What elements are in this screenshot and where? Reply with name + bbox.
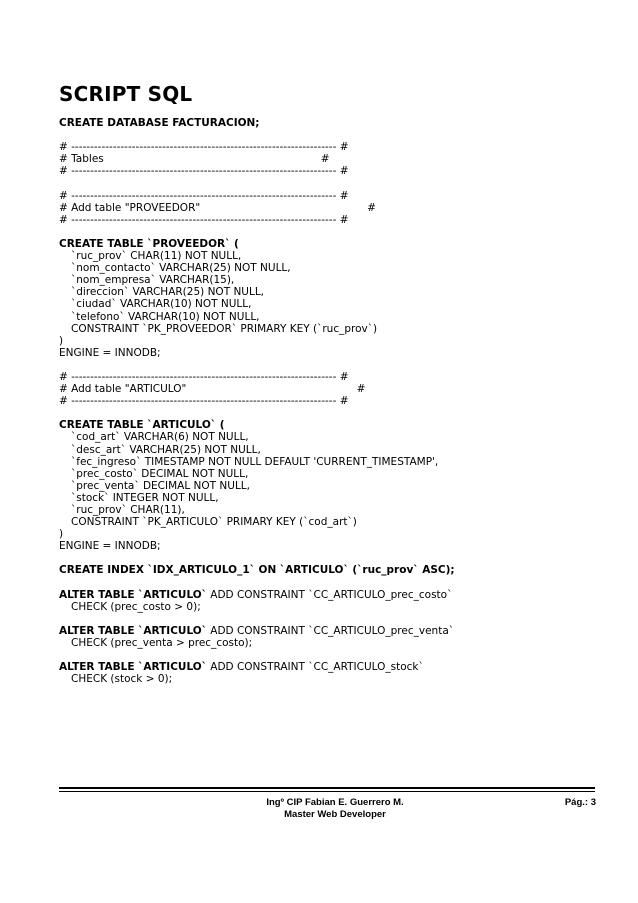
comment-line: # ---------------------------------------------------------------------- # bbox=[59, 141, 349, 154]
column-definition: `stock` INTEGER NOT NULL, bbox=[71, 491, 219, 504]
comment-line: # ---------------------------------------------------------------------- # bbox=[59, 213, 349, 226]
blank-line bbox=[59, 177, 599, 189]
constraint-definition: CONSTRAINT `PK_ARTICULO` PRIMARY KEY (`cod_art`) bbox=[71, 516, 357, 529]
alter-table-keyword: ALTER TABLE `ARTICULO` bbox=[59, 588, 207, 601]
footer-author-block bbox=[240, 797, 430, 821]
add-constraint-text: ADD CONSTRAINT `CC_ARTICULO_prec_venta` bbox=[206, 624, 455, 637]
column-definition: `desc_art` VARCHAR(25) NOT NULL, bbox=[71, 443, 261, 456]
create-table-articulo-line: CREATE TABLE `ARTICULO` ( bbox=[59, 419, 225, 432]
alter-table-line bbox=[59, 589, 599, 601]
blank-line bbox=[59, 649, 599, 661]
blank-line bbox=[59, 359, 599, 371]
page-title: SCRIPT SQL bbox=[59, 82, 193, 106]
create-database-line: CREATE DATABASE FACTURACION; bbox=[59, 117, 260, 129]
add-constraint-text: ADD CONSTRAINT `CC_ARTICULO_prec_costo` bbox=[206, 588, 453, 601]
comment-line: # ---------------------------------------------------------------------- # bbox=[59, 395, 349, 408]
alter-table-keyword: ALTER TABLE `ARTICULO` bbox=[59, 624, 207, 637]
comment-line: # Tables # bbox=[59, 153, 330, 166]
alter-table-line bbox=[59, 625, 599, 637]
check-clause: CHECK (prec_venta > prec_costo); bbox=[71, 637, 253, 650]
add-constraint-text: ADD CONSTRAINT `CC_ARTICULO_stock` bbox=[206, 661, 424, 674]
comment-line: # ---------------------------------------------------------------------- # bbox=[59, 189, 349, 202]
alter-table-keyword: ALTER TABLE `ARTICULO` bbox=[59, 661, 207, 674]
create-index-line: CREATE INDEX `IDX_ARTICULO_1` ON `ARTICULO` (`ruc_prov` ASC); bbox=[59, 564, 455, 577]
footer-author-role: Master Web Developer bbox=[284, 809, 386, 820]
comment-line: # ---------------------------------------------------------------------- # bbox=[59, 370, 349, 383]
column-definition: `direccion` VARCHAR(25) NOT NULL, bbox=[71, 286, 265, 299]
footer-author-name: Ingº CIP Fabian E. Guerrero M. bbox=[266, 797, 404, 808]
column-definition: `nom_empresa` VARCHAR(15), bbox=[71, 274, 235, 287]
constraint-definition: CONSTRAINT `PK_PROVEEDOR` PRIMARY KEY (`ruc_prov`) bbox=[71, 322, 378, 335]
blank-line bbox=[59, 226, 599, 238]
blank-line bbox=[59, 613, 599, 625]
footer-divider-thick bbox=[59, 787, 595, 789]
blank-line bbox=[59, 129, 599, 141]
alter-table-line bbox=[59, 661, 599, 673]
create-table-proveedor-line: CREATE TABLE `PROVEEDOR` ( bbox=[59, 237, 239, 250]
column-definition: `nom_contacto` VARCHAR(25) NOT NULL, bbox=[71, 262, 291, 275]
column-definition: `cod_art` VARCHAR(6) NOT NULL, bbox=[71, 431, 249, 444]
check-clause: CHECK (stock > 0); bbox=[71, 673, 173, 686]
column-definition: `telefono` VARCHAR(10) NOT NULL, bbox=[71, 310, 260, 323]
page-number: Pág.: 3 bbox=[564, 797, 596, 808]
closing-paren: ) bbox=[59, 528, 64, 541]
column-definition: `fec_ingreso` TIMESTAMP NOT NULL DEFAULT 'CURRENT_TIMESTAMP', bbox=[71, 455, 439, 468]
blank-line bbox=[59, 407, 599, 419]
column-definition: `ruc_prov` CHAR(11) NOT NULL, bbox=[71, 250, 242, 263]
blank-line bbox=[59, 552, 599, 564]
sql-script bbox=[59, 117, 599, 685]
column-definition: `prec_venta` DECIMAL NOT NULL, bbox=[71, 479, 250, 492]
column-definition: `prec_costo` DECIMAL NOT NULL, bbox=[71, 467, 249, 480]
engine-line: ENGINE = INNODB; bbox=[59, 540, 161, 553]
comment-line: # Add table "ARTICULO" # bbox=[59, 383, 366, 396]
closing-paren: ) bbox=[59, 334, 64, 347]
footer-divider-thin bbox=[59, 791, 595, 792]
comment-line: # Add table "PROVEEDOR" # bbox=[59, 201, 376, 214]
blank-line bbox=[59, 577, 599, 589]
comment-line: # ---------------------------------------------------------------------- # bbox=[59, 165, 349, 178]
check-clause: CHECK (prec_costo > 0); bbox=[71, 600, 201, 613]
engine-line: ENGINE = INNODB; bbox=[59, 346, 161, 359]
column-definition: `ruc_prov` CHAR(11), bbox=[71, 504, 185, 516]
column-definition: `ciudad` VARCHAR(10) NOT NULL, bbox=[71, 298, 252, 311]
